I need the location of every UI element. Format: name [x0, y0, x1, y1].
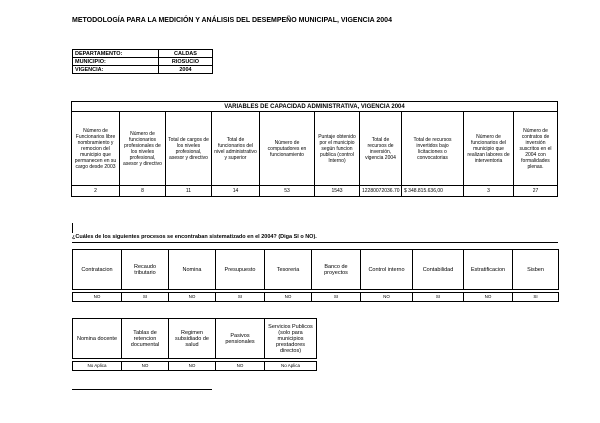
process-name: Nomina docente: [73, 319, 122, 359]
column-header: Número de funcionarios profesionales de los niveles profesional, asesor y directivo: [120, 112, 166, 186]
administrative-capacity-table: [71, 101, 558, 197]
process-answer: SI: [312, 293, 361, 302]
process-answer: SI: [216, 293, 265, 302]
process-names-row: [73, 250, 559, 290]
process-name: Presupuesto: [216, 250, 265, 290]
process-answer: No Aplica: [73, 362, 122, 371]
process-answer: No Aplica: [265, 362, 317, 371]
process-name: Pasivos pensionales: [216, 319, 265, 359]
process-answer: NO: [361, 293, 413, 302]
column-header: Total de recursos invertidos bajo licitaciones o convocatorias: [402, 112, 464, 186]
page-title: METODOLOGÍA PARA LA MEDICIÓN Y ANÁLISIS DEL DESEMPEÑO MUNICIPAL, VIGENCIA 2004: [72, 17, 392, 24]
info-value: RIOSUCIO: [159, 58, 213, 66]
process-name: Regimen subsidiado de salud: [169, 319, 216, 359]
info-row-year: [73, 66, 213, 74]
process-names-row: [73, 319, 317, 359]
value-cell: 11: [166, 186, 212, 197]
value-cell: 1543: [315, 186, 360, 197]
value-cell: 2: [72, 186, 120, 197]
process-name: Tablas de retencion documental: [122, 319, 169, 359]
info-row-department: [73, 50, 213, 58]
variables-values-row: [72, 186, 558, 197]
column-header: Número de Funcionarios libre nombramiento y remocion del municipio que permanecen en su cargo desde 2003: [72, 112, 120, 186]
process-answer: SI: [513, 293, 559, 302]
systematized-processes-table: [72, 249, 559, 302]
info-label: MUNICIPIO:: [73, 58, 159, 66]
process-answer: NO: [73, 293, 122, 302]
value-cell-money: $ 348.815.636,00: [402, 186, 464, 197]
question-text: ¿Cuáles de los siguientes procesos se encontraban sistematizado en el 2004? (Diga SI o NO).: [72, 234, 317, 240]
process-name: Control interno: [361, 250, 413, 290]
process-answer: NO: [122, 362, 169, 371]
process-answer: NO: [464, 293, 513, 302]
process-answer: NO: [265, 293, 312, 302]
column-header: Total de recursos de inversión, vigencia 2004: [360, 112, 402, 186]
process-name: Recaudo tributario: [122, 250, 169, 290]
footer-line: [72, 389, 212, 390]
process-name: Tesoreria: [265, 250, 312, 290]
value-cell: 27: [514, 186, 558, 197]
section-divider: [72, 223, 73, 233]
process-answer: SI: [122, 293, 169, 302]
info-value: CALDAS: [159, 50, 213, 58]
process-answers-row: [73, 293, 559, 302]
process-answer: NO: [169, 362, 216, 371]
variables-column-headers: [72, 112, 558, 186]
systematized-processes-table-2: [72, 318, 317, 371]
question-underline: [72, 242, 558, 243]
municipality-info-table: [72, 49, 213, 74]
process-name: Contratacion: [73, 250, 122, 290]
info-label: DEPARTAMENTO:: [73, 50, 159, 58]
value-cell: 53: [260, 186, 315, 197]
value-cell: 14: [212, 186, 260, 197]
column-header: Puntaje obtenido por el municipio según funcion publica (control Interno): [315, 112, 360, 186]
variables-header: VARIABLES DE CAPACIDAD ADMINISTRATIVA, VIGENCIA 2004: [72, 102, 558, 112]
process-name: Sisben: [513, 250, 559, 290]
info-value: 2004: [159, 66, 213, 74]
column-header: Número de contratos de inversión suscritos en el 2004 con formalidades plenas.: [514, 112, 558, 186]
process-name: Servicios Publicos (solo para municipios prestadores directos): [265, 319, 317, 359]
process-name: Contabilidad: [413, 250, 464, 290]
process-name: Nomina: [169, 250, 216, 290]
column-header: Número de computadores en funcionamiento: [260, 112, 315, 186]
column-header: Número de funcionarios del municipio que realizan labores de interventoria: [464, 112, 514, 186]
value-cell: 3: [464, 186, 514, 197]
column-header: Total de funcionarios del nivel administrativo y superior: [212, 112, 260, 186]
process-name: Banco de proyectos: [312, 250, 361, 290]
process-answer: NO: [216, 362, 265, 371]
process-name: Estratificacion: [464, 250, 513, 290]
process-answer: SI: [413, 293, 464, 302]
value-cell: 8: [120, 186, 166, 197]
column-header: Total de cargos de los niveles profesional, asesor y directivo: [166, 112, 212, 186]
value-cell: 12280072036.70: [360, 186, 402, 197]
process-answer: NO: [169, 293, 216, 302]
process-answers-row: [73, 362, 317, 371]
info-row-municipality: [73, 58, 213, 66]
info-label: VIGENCIA:: [73, 66, 159, 74]
